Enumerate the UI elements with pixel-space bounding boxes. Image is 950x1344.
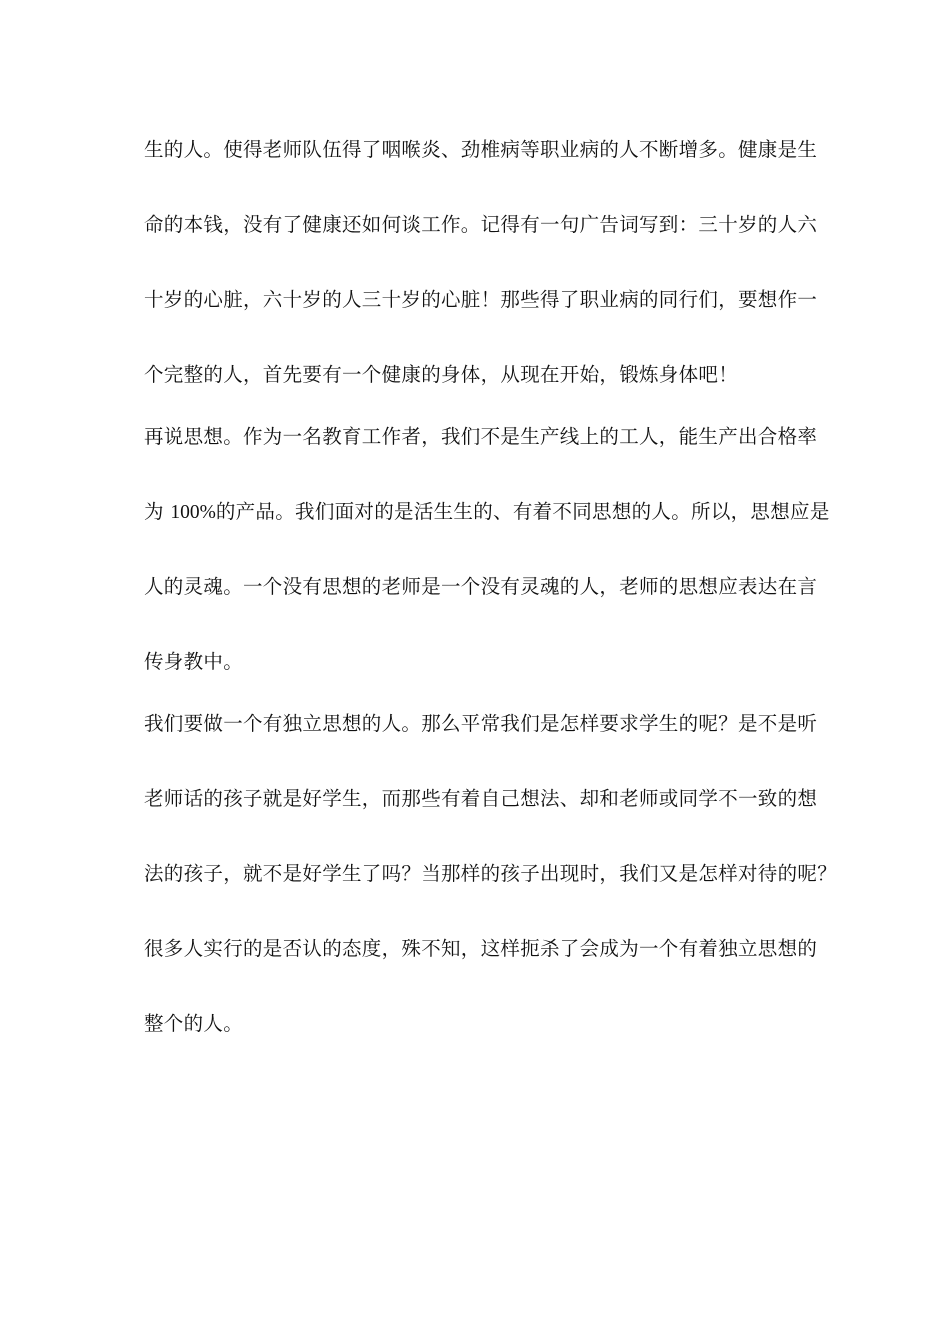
text-line: 人的灵魂。一个没有思想的老师是一个没有灵魂的人，老师的思想应表达在言 [144,575,818,598]
text-line: 命的本钱，没有了健康还如何谈工作。记得有一句广告词写到：三十岁的人六 [144,213,818,236]
text-line: 法的孩子，就不是好学生了吗？当那样的孩子出现时，我们又是怎样对待的呢？ [144,862,838,885]
percentage-value: 100% [170,502,216,523]
text-line [144,500,830,525]
text-line: 整个的人。 [144,1012,244,1035]
text-segment: 的产品。我们面对的是活生生的、有着不同思想的人。所以，思想应是 [215,500,830,523]
text-line: 很多人实行的是否认的态度，殊不知，这样扼杀了会成为一个有着独立思想的 [144,937,818,960]
text-line: 传身教中。 [144,650,244,673]
text-segment: 为 [144,500,171,523]
text-line: 生的人。使得老师队伍得了咽喉炎、劲椎病等职业病的人不断增多。健康是生 [144,138,818,161]
text-line: 再说思想。作为一名教育工作者，我们不是生产线上的工人，能生产出合格率 [144,425,818,448]
text-line: 十岁的心脏，六十岁的人三十岁的心脏！那些得了职业病的同行们，要想作一 [144,288,818,311]
text-line: 老师话的孩子就是好学生，而那些有着自己想法、却和老师或同学不一致的想 [144,787,818,810]
text-line: 个完整的人，首先要有一个健康的身体，从现在开始，锻炼身体吧！ [144,363,739,386]
text-line: 我们要做一个有独立思想的人。那么平常我们是怎样要求学生的呢？是不是听 [144,712,818,735]
